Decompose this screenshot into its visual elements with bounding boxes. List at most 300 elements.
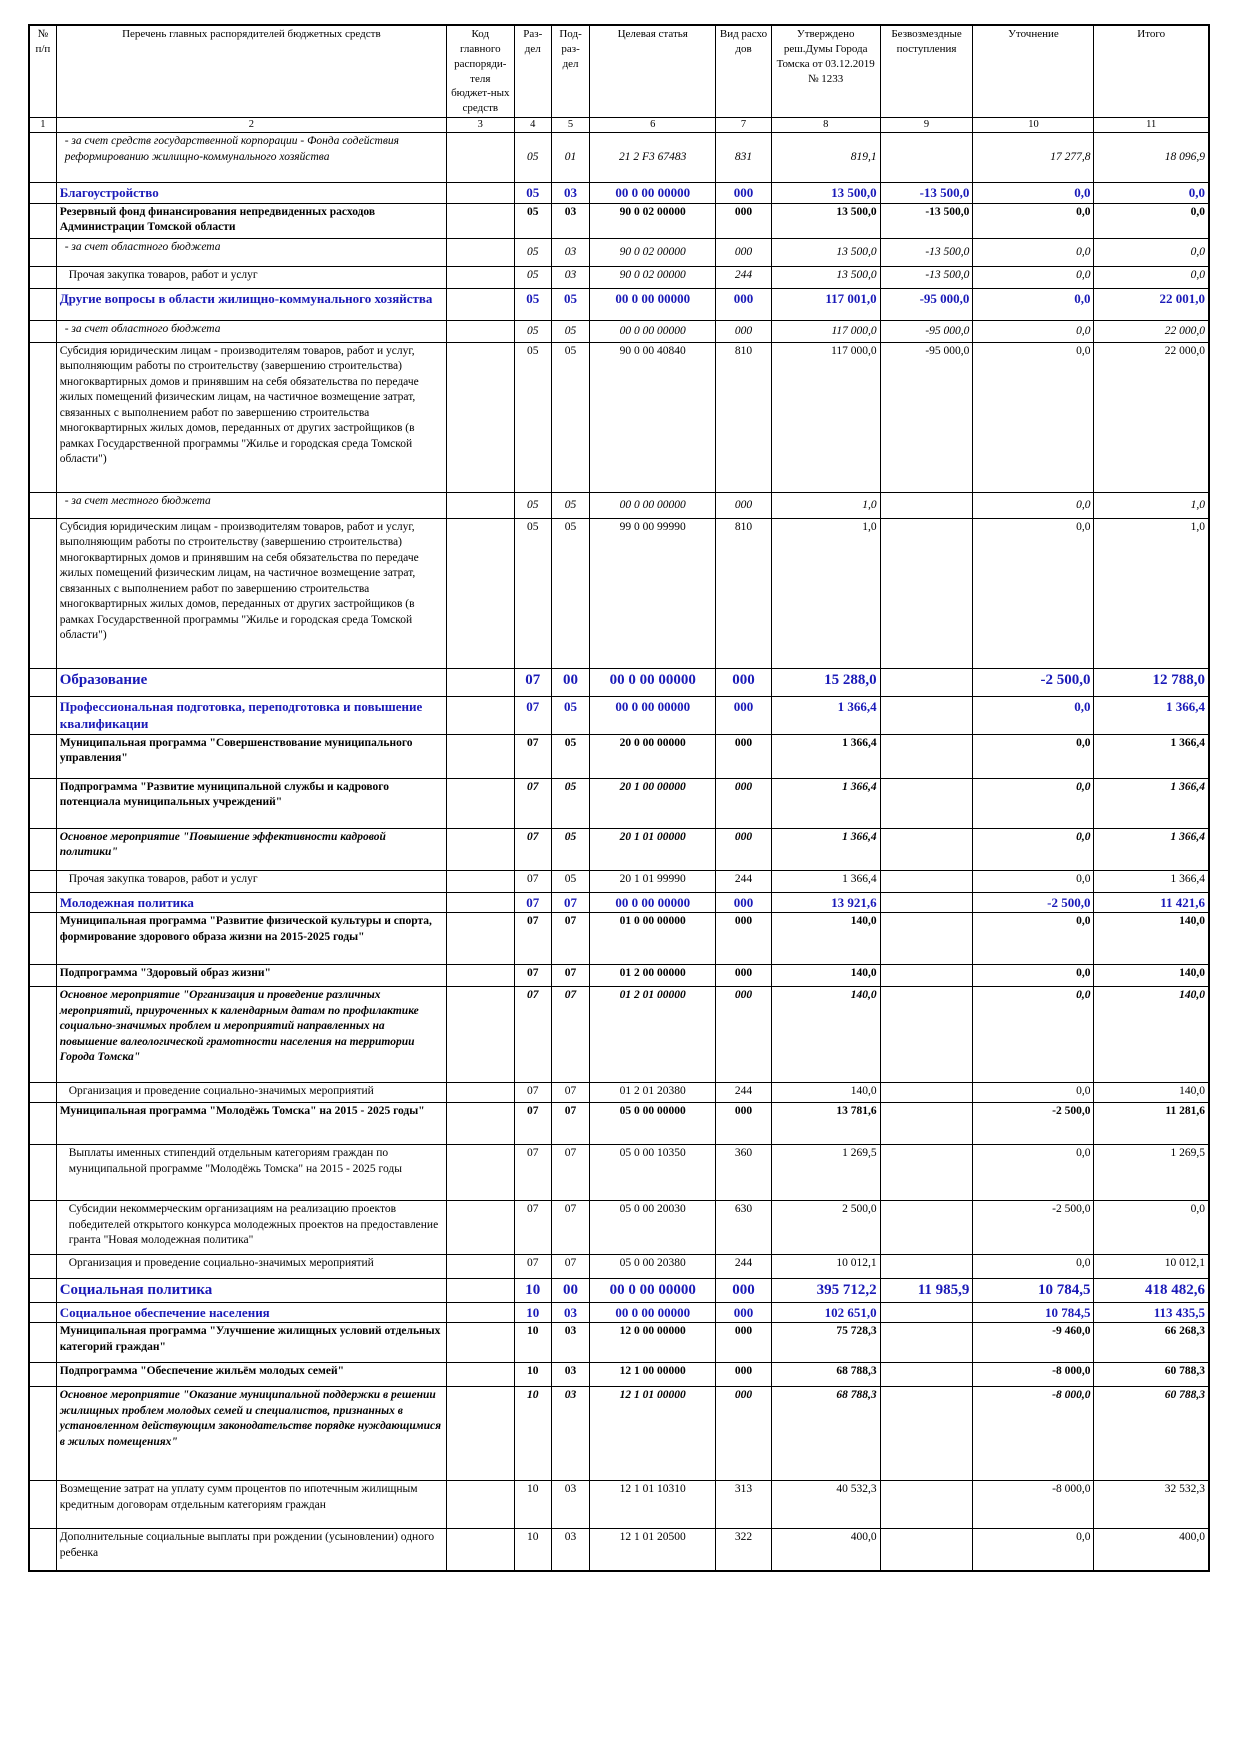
approved-amount-cell: 400,0 [771,1529,880,1571]
approved-amount-cell: 1 366,4 [771,828,880,870]
target-article-cell: 90 0 00 40840 [590,342,716,492]
razdel-cell: 10 [514,1363,551,1387]
table-row [29,870,1209,892]
razdel-cell: 07 [514,1103,551,1145]
clarification-cell: 10 784,5 [973,1279,1094,1302]
podrazdel-cell: 05 [551,320,589,342]
podrazdel-cell: 05 [551,696,589,734]
podrazdel-cell: 03 [551,1323,589,1363]
column-header: Вид расхо дов [716,25,771,118]
podrazdel-cell: 01 [551,133,589,183]
manager-code [447,1103,515,1145]
manager-code [447,828,515,870]
expense-type-cell: 000 [716,1103,771,1145]
manager-code [447,203,515,238]
approved-amount-cell: 140,0 [771,965,880,987]
approved-amount-cell: 13 500,0 [771,238,880,266]
clarification-cell: -8 000,0 [973,1387,1094,1481]
column-header: Под-раз-дел [551,25,589,118]
podrazdel-cell: 03 [551,238,589,266]
row-name: Социальная политика [56,1279,446,1302]
row-number [29,696,56,734]
row-number [29,1387,56,1481]
row-name: Субсидия юридическим лицам - производителям товаров, работ и услуг, выполняющим работы по строительству (завершению строительства) многоквартирных домов и принявшим на себя обязательства по передаче жилых помещений физическим лицам, на частичное возмещение затрат, связанных с выполнением работ по завершению строительства многоквартирных жилых домов, переданных от других застройщиков (в рамках Государственной программы "Жилье и городская среда Томской области") [56,342,446,492]
target-article-cell: 12 1 01 00000 [590,1387,716,1481]
podrazdel-cell: 05 [551,342,589,492]
manager-code [447,870,515,892]
podrazdel-cell: 05 [551,870,589,892]
expense-type-cell: 000 [716,1363,771,1387]
razdel-cell: 10 [514,1529,551,1571]
gratuitous-cell: -95 000,0 [880,320,973,342]
manager-code [447,668,515,696]
manager-code [447,1529,515,1571]
row-name: - за счет областного бюджета [56,320,446,342]
target-article-cell: 20 0 00 00000 [590,734,716,778]
table-row [29,266,1209,288]
target-article-cell: 99 0 00 99990 [590,518,716,668]
table-row [29,1302,1209,1323]
table-row [29,1529,1209,1571]
approved-amount-cell: 2 500,0 [771,1201,880,1255]
razdel-cell: 07 [514,1255,551,1279]
approved-amount-cell: 68 788,3 [771,1387,880,1481]
razdel-cell: 07 [514,1145,551,1201]
podrazdel-cell: 07 [551,1145,589,1201]
gratuitous-cell [880,987,973,1083]
podrazdel-cell: 05 [551,518,589,668]
column-number: 10 [973,118,1094,133]
manager-code [447,965,515,987]
approved-amount-cell: 1 366,4 [771,870,880,892]
approved-amount-cell: 1 366,4 [771,696,880,734]
approved-amount-cell: 75 728,3 [771,1323,880,1363]
approved-amount-cell: 1 269,5 [771,1145,880,1201]
column-number: 7 [716,118,771,133]
target-article-cell: 01 2 01 00000 [590,987,716,1083]
target-article-cell: 05 0 00 00000 [590,1103,716,1145]
manager-code [447,238,515,266]
total-cell: 22 000,0 [1094,320,1209,342]
row-number [29,1103,56,1145]
manager-code [447,1145,515,1201]
manager-code [447,892,515,913]
expense-type-cell: 000 [716,238,771,266]
column-header: Утверждено реш.Думы Города Томска от 03.12.2019 № 1233 [771,25,880,118]
razdel-cell: 07 [514,696,551,734]
table-row [29,1363,1209,1387]
row-name: Муниципальная программа "Молодёжь Томска" на 2015 - 2025 годы" [56,1103,446,1145]
total-cell: 12 788,0 [1094,668,1209,696]
razdel-cell: 05 [514,266,551,288]
expense-type-cell: 000 [716,288,771,320]
manager-code [447,266,515,288]
column-number: 11 [1094,118,1209,133]
table-row [29,133,1209,183]
row-name: Прочая закупка товаров, работ и услуг [56,266,446,288]
column-number: 6 [590,118,716,133]
column-header: Безвозмездные поступления [880,25,973,118]
approved-amount-cell: 1,0 [771,518,880,668]
total-cell: 22 001,0 [1094,288,1209,320]
column-header: № п/п [29,25,56,118]
table-row [29,1279,1209,1302]
gratuitous-cell [880,1201,973,1255]
expense-type-cell: 000 [716,668,771,696]
clarification-cell: 0,0 [973,183,1094,204]
table-row [29,1255,1209,1279]
gratuitous-cell: -13 500,0 [880,183,973,204]
total-cell: 1 366,4 [1094,696,1209,734]
row-number [29,1279,56,1302]
gratuitous-cell: 11 985,9 [880,1279,973,1302]
row-number [29,1481,56,1529]
row-name: Другие вопросы в области жилищно-коммунального хозяйства [56,288,446,320]
razdel-cell: 07 [514,734,551,778]
total-cell: 0,0 [1094,1201,1209,1255]
expense-type-cell: 000 [716,913,771,965]
clarification-cell: 0,0 [973,266,1094,288]
clarification-cell: 0,0 [973,320,1094,342]
clarification-cell: 0,0 [973,1255,1094,1279]
approved-amount-cell: 13 500,0 [771,183,880,204]
approved-amount-cell: 102 651,0 [771,1302,880,1323]
target-article-cell: 90 0 02 00000 [590,266,716,288]
total-cell: 11 421,6 [1094,892,1209,913]
manager-code [447,1323,515,1363]
row-number [29,203,56,238]
podrazdel-cell: 03 [551,1302,589,1323]
target-article-cell: 20 1 01 99990 [590,870,716,892]
column-header: Целевая статья [590,25,716,118]
manager-code [447,320,515,342]
razdel-cell: 05 [514,238,551,266]
expense-type-cell: 000 [716,696,771,734]
podrazdel-cell: 00 [551,1279,589,1302]
expense-type-cell: 000 [716,1323,771,1363]
row-number [29,870,56,892]
table-row [29,913,1209,965]
table-row [29,203,1209,238]
podrazdel-cell: 07 [551,987,589,1083]
manager-code [447,492,515,518]
podrazdel-cell: 07 [551,1255,589,1279]
row-name: Подпрограмма "Развитие муниципальной службы и кадрового потенциала муниципальных учреждений" [56,778,446,828]
row-name: Основное мероприятие "Оказание муниципальной поддержки в решении жилищных проблем молодых семей и специалистов, признанных в установленном действующим законодательстве порядке нуждающимися в жилых помещениях" [56,1387,446,1481]
razdel-cell: 05 [514,133,551,183]
target-article-cell: 00 0 00 00000 [590,288,716,320]
approved-amount-cell: 140,0 [771,1083,880,1103]
expense-type-cell: 000 [716,965,771,987]
clarification-cell: -2 500,0 [973,1201,1094,1255]
budget-table [28,24,1210,1572]
gratuitous-cell: -13 500,0 [880,266,973,288]
podrazdel-cell: 07 [551,1103,589,1145]
podrazdel-cell: 03 [551,1387,589,1481]
razdel-cell: 07 [514,1201,551,1255]
table-row [29,696,1209,734]
target-article-cell: 05 0 00 20380 [590,1255,716,1279]
column-header: Перечень главных распорядителей бюджетных средств [56,25,446,118]
manager-code [447,518,515,668]
expense-type-cell: 831 [716,133,771,183]
row-name: Основное мероприятие "Организация и проведение различных мероприятий, приуроченных к календарным датам по профилактике социально-значимых проблем и мероприятий направленных на повышение валеологической грамотности населения на территории Города Томска" [56,987,446,1083]
row-number [29,668,56,696]
expense-type-cell: 000 [716,1279,771,1302]
target-article-cell: 00 0 00 00000 [590,1302,716,1323]
expense-type-cell: 000 [716,492,771,518]
target-article-cell: 00 0 00 00000 [590,320,716,342]
total-cell: 60 788,3 [1094,1387,1209,1481]
expense-type-cell: 000 [716,828,771,870]
total-cell: 1 366,4 [1094,828,1209,870]
gratuitous-cell [880,1323,973,1363]
expense-type-cell: 000 [716,778,771,828]
target-article-cell: 20 1 01 00000 [590,828,716,870]
clarification-cell: 0,0 [973,870,1094,892]
manager-code [447,1279,515,1302]
expense-type-cell: 000 [716,183,771,204]
total-cell: 66 268,3 [1094,1323,1209,1363]
approved-amount-cell: 15 288,0 [771,668,880,696]
expense-type-cell: 244 [716,266,771,288]
total-cell: 22 000,0 [1094,342,1209,492]
approved-amount-cell: 140,0 [771,987,880,1083]
razdel-cell: 10 [514,1279,551,1302]
row-name: Образование [56,668,446,696]
total-cell: 140,0 [1094,913,1209,965]
total-cell: 0,0 [1094,203,1209,238]
expense-type-cell: 313 [716,1481,771,1529]
target-article-cell: 12 1 00 00000 [590,1363,716,1387]
row-number [29,518,56,668]
clarification-cell: 0,0 [973,518,1094,668]
row-name: Благоустройство [56,183,446,204]
gratuitous-cell [880,668,973,696]
table-row [29,1145,1209,1201]
manager-code [447,1255,515,1279]
manager-code [447,696,515,734]
table-row [29,492,1209,518]
razdel-cell: 07 [514,892,551,913]
column-header: Уточнение [973,25,1094,118]
table-row [29,828,1209,870]
table-row [29,987,1209,1083]
column-number: 3 [447,118,515,133]
total-cell: 1 366,4 [1094,734,1209,778]
table-row [29,1083,1209,1103]
total-cell: 400,0 [1094,1529,1209,1571]
gratuitous-cell [880,1103,973,1145]
table-row [29,965,1209,987]
gratuitous-cell [880,734,973,778]
row-name: Молодежная политика [56,892,446,913]
target-article-cell: 01 0 00 00000 [590,913,716,965]
column-number: 1 [29,118,56,133]
row-number [29,1083,56,1103]
table-row [29,1387,1209,1481]
total-cell: 11 281,6 [1094,1103,1209,1145]
clarification-cell: 0,0 [973,696,1094,734]
approved-amount-cell: 13 781,6 [771,1103,880,1145]
table-row [29,342,1209,492]
row-name: Дополнительные социальные выплаты при рождении (усыновлении) одного ребенка [56,1529,446,1571]
total-cell: 0,0 [1094,238,1209,266]
razdel-cell: 07 [514,1083,551,1103]
clarification-cell: -9 460,0 [973,1323,1094,1363]
table-row [29,1201,1209,1255]
manager-code [447,1363,515,1387]
podrazdel-cell: 05 [551,734,589,778]
total-cell: 0,0 [1094,266,1209,288]
total-cell: 1 269,5 [1094,1145,1209,1201]
target-article-cell: 05 0 00 10350 [590,1145,716,1201]
total-cell: 10 012,1 [1094,1255,1209,1279]
column-header: Итого [1094,25,1209,118]
target-article-cell: 05 0 00 20030 [590,1201,716,1255]
row-number [29,1255,56,1279]
gratuitous-cell [880,778,973,828]
row-number [29,734,56,778]
razdel-cell: 07 [514,828,551,870]
table-row [29,238,1209,266]
expense-type-cell: 000 [716,320,771,342]
row-name: - за счет местного бюджета [56,492,446,518]
target-article-cell: 20 1 00 00000 [590,778,716,828]
razdel-cell: 07 [514,870,551,892]
clarification-cell: -2 500,0 [973,892,1094,913]
gratuitous-cell: -95 000,0 [880,342,973,492]
table-row [29,518,1209,668]
razdel-cell: 05 [514,518,551,668]
podrazdel-cell: 03 [551,1529,589,1571]
gratuitous-cell [880,892,973,913]
row-name: Подпрограмма "Обеспечение жильём молодых семей" [56,1363,446,1387]
razdel-cell: 05 [514,492,551,518]
row-number [29,1145,56,1201]
row-name: Возмещение затрат на уплату сумм процентов по ипотечным жилищным кредитным договорам отдельным категориям граждан [56,1481,446,1529]
expense-type-cell: 244 [716,870,771,892]
column-header: Код главного распоряди-теля бюджет-ных средств [447,25,515,118]
manager-code [447,288,515,320]
clarification-cell: -8 000,0 [973,1481,1094,1529]
target-article-cell: 00 0 00 00000 [590,183,716,204]
row-number [29,987,56,1083]
target-article-cell: 12 0 00 00000 [590,1323,716,1363]
target-article-cell: 90 0 02 00000 [590,203,716,238]
manager-code [447,1083,515,1103]
total-cell: 140,0 [1094,965,1209,987]
target-article-cell: 00 0 00 00000 [590,696,716,734]
approved-amount-cell: 10 012,1 [771,1255,880,1279]
podrazdel-cell: 05 [551,778,589,828]
table-row [29,734,1209,778]
manager-code [447,1201,515,1255]
row-number [29,1363,56,1387]
podrazdel-cell: 03 [551,266,589,288]
column-number: 4 [514,118,551,133]
razdel-cell: 10 [514,1481,551,1529]
approved-amount-cell: 1 366,4 [771,778,880,828]
row-number [29,913,56,965]
gratuitous-cell [880,870,973,892]
row-number [29,183,56,204]
approved-amount-cell: 13 500,0 [771,266,880,288]
row-name: Резервный фонд финансирования непредвиденных расходов Администрации Томской области [56,203,446,238]
row-name: Социальное обеспечение населения [56,1302,446,1323]
target-article-cell: 01 2 01 20380 [590,1083,716,1103]
expense-type-cell: 000 [716,734,771,778]
manager-code [447,987,515,1083]
approved-amount-cell: 117 000,0 [771,342,880,492]
column-number: 8 [771,118,880,133]
manager-code [447,734,515,778]
gratuitous-cell [880,133,973,183]
column-number: 2 [56,118,446,133]
razdel-cell: 10 [514,1323,551,1363]
row-name: - за счет областного бюджета [56,238,446,266]
manager-code [447,183,515,204]
gratuitous-cell [880,1145,973,1201]
table-body [29,133,1209,1571]
podrazdel-cell: 07 [551,892,589,913]
expense-type-cell: 244 [716,1255,771,1279]
target-article-cell: 00 0 00 00000 [590,668,716,696]
podrazdel-cell: 03 [551,203,589,238]
razdel-cell: 05 [514,342,551,492]
total-cell: 113 435,5 [1094,1302,1209,1323]
row-number [29,965,56,987]
clarification-cell: -2 500,0 [973,668,1094,696]
column-number-row [29,118,1209,133]
approved-amount-cell: 13 921,6 [771,892,880,913]
expense-type-cell: 000 [716,892,771,913]
razdel-cell: 07 [514,668,551,696]
podrazdel-cell: 03 [551,1481,589,1529]
expense-type-cell: 810 [716,518,771,668]
razdel-cell: 07 [514,778,551,828]
approved-amount-cell: 13 500,0 [771,203,880,238]
gratuitous-cell [880,1083,973,1103]
total-cell: 140,0 [1094,987,1209,1083]
row-number [29,1529,56,1571]
razdel-cell: 10 [514,1387,551,1481]
gratuitous-cell [880,1255,973,1279]
row-number [29,492,56,518]
approved-amount-cell: 40 532,3 [771,1481,880,1529]
clarification-cell: 0,0 [973,238,1094,266]
razdel-cell: 05 [514,183,551,204]
expense-type-cell: 810 [716,342,771,492]
expense-type-cell: 000 [716,1387,771,1481]
manager-code [447,133,515,183]
gratuitous-cell [880,492,973,518]
clarification-cell: 0,0 [973,288,1094,320]
row-number [29,342,56,492]
row-name: Организация и проведение социально-значимых мероприятий [56,1255,446,1279]
razdel-cell: 07 [514,913,551,965]
clarification-cell: 0,0 [973,828,1094,870]
row-number [29,1302,56,1323]
table-row [29,1481,1209,1529]
total-cell: 1,0 [1094,492,1209,518]
podrazdel-cell: 05 [551,288,589,320]
expense-type-cell: 360 [716,1145,771,1201]
clarification-cell: 0,0 [973,913,1094,965]
approved-amount-cell: 395 712,2 [771,1279,880,1302]
podrazdel-cell: 07 [551,1083,589,1103]
column-number: 9 [880,118,973,133]
